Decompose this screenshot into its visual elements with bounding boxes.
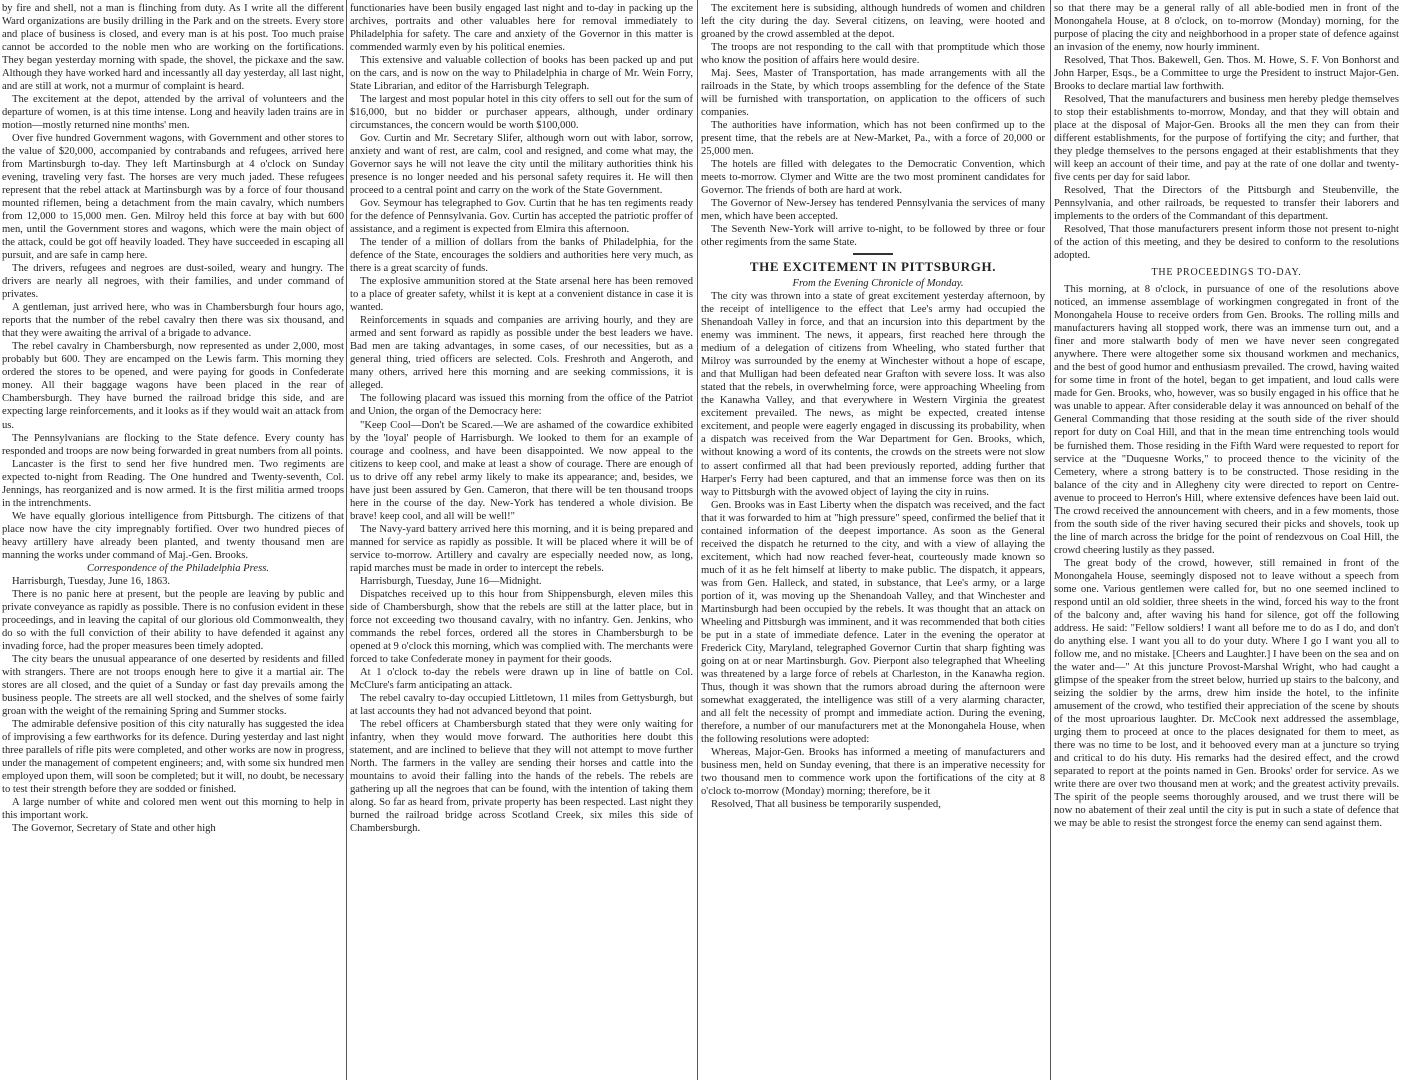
article-paragraph: by fire and shell, not a man is flinching from duty. As I write all the different Ward organizations are busily drilling in the Park and on the streets. Every store and place of business is closed, and every man is at his post. Too much praise cannot be accorded to the noble men who are working on the fortifications. They began yesterday morning with spade, the shovel, the pickaxe and the saw. Although they have worked hard and incessantly all day yesterday, all last night, and are still at work, not a murmur of complaint is heard. <box>2 3 344 93</box>
article-paragraph: The largest and most popular hotel in this city offers to sell out for the sum of $16,000, but no bidder or purchaser appears, although, under ordinary circumstances, the concern would be worth $100,000. <box>350 94 693 132</box>
article-paragraph: The great body of the crowd, however, still remained in front of the Monongahela House, seemingly disposed not to leave without a speech from some one. Various gentlemen were called for, but no one seemed inclined to respond until an old soldier, three sheets in the wind, forced his way to the front of the balcony and, after waving his hand for silence, got off the following address. He said: "Fellow soldiers! I want all before me to do as I do, and don't do anything else. I want you all to do your duty. Where I go I want you all to follow me, and no mistake. [Cheers and Laughter.] I have been on the sea and on the water and—" At this juncture Provost-Marshal Wright, who had caught a glimpse of the speaker from the street below, hurried up stairs to the balcony, and seizing the soldier by the arms, drew him inside the hotel, to the infinite amusement of the crowd, who testified their appreciation of the scene by shouts of the most uproarious laughter. Dr. McCook next addressed the assemblage, urging them to proceed at once to the places designated for them to meet, as there was no time to be lost, and it behooved every man at a juncture so trying and critical to do his duty. His remarks had the desired effect, and the crowd separated to report at the points named in Gen. Brooks' order for service. As we write there are over two thousand men at work; and the greatest activity prevails. The spirit of the people seems thoroughly aroused, and we trust there will be now no abatement of their zeal until the city is put in such a state of defence that we may be able to resist the strongest force the enemy can send against them. <box>1054 557 1399 829</box>
source-line: From the Evening Chronicle of Monday. <box>792 278 964 290</box>
article-paragraph: The tender of a million of dollars from the banks of Philadelphia, for the defence of the State, encourages the soldiers and authorities here very much, as there is a great scarcity of funds. <box>350 237 693 275</box>
column-3 <box>701 2 1045 1078</box>
article-paragraph: Gov. Seymour has telegraphed to Gov. Curtin that he has ten regiments ready for the defence of Pennsylvania. Gov. Curtin has accepted the patriotic proffer of assistance, and a regiment is expected from Elmira this afternoon. <box>350 198 693 236</box>
article-paragraph: The authorities have information, which has not been confirmed up to the present time, that the rebels are at New-Market, Pa., with a force of 20,000 or 25,000 men. <box>701 120 1045 158</box>
article-paragraph: The excitement at the depot, attended by the arrival of volunteers and the departure of women, is at this time intense. Long and heavily laden trains are in motion—mostly returned nine months' men. <box>2 94 344 132</box>
article-paragraph: Maj. Sees, Master of Transportation, has made arrangements with all the railroads in the State, by which troops assembling for the defence of the State will be furnished with transportation, on application to the officers of such companies. <box>701 68 1045 119</box>
article-headline: THE EXCITEMENT IN PITTSBURGH. <box>749 259 997 275</box>
article-paragraph: Resolved, That Thos. Bakewell, Gen. Thos. M. Howe, S. F. Von Bonhorst and John Harper, Esqs., be a Committee to urge the President to instruct Major-Gen. Brooks to declare martial law forthwith. <box>1054 55 1399 93</box>
article-paragraph: The Governor, Secretary of State and other high <box>12 822 216 834</box>
article-paragraph: This extensive and valuable collection of books has been packed up and put on the cars, and is now on the way to Philadelphia in charge of Mr. Wein Forry, State Librarian, and editor of the Harrisburgh Telegraph. <box>350 55 693 93</box>
article-paragraph: This morning, at 8 o'clock, in pursuance of one of the resolutions above noticed, an immense assemblage of workingmen congregated in front of the Monongahela House to receive orders from Gen. Brooks. The rolling mills and manufacturers having all stopped work, there was an immense turn out, and a finer and more stalwarth body of men we have never seen congregated anywhere. There were altogether some six thousand workmen and mechanics, and the best of good humor and enthusiasm prevailed. The crowd, having waited for some time in front of the hotel, began to get impatient, and loud calls were made for Gen. Brooks, who, however, was so busily engaged in his office that he was unable to appear. After considerable delay it was announced on behalf of the General Commanding that those residing at the south side of the river should report for duty on Coal Hill, and that in the mean time entrenching tools would be furnished them. Those residing in the Fifth Ward were requested to report for service at the "Duquesne Works," to proceed thence to the vicinity of the Cemetery, where a strong battery is to be constructed. Those residing in the balance of the city and in Allegheny city were directed to report on Centre-avenue to proceed to Herron's Hill, where extensive defences have been laid out. The crowd received the announcement with cheers, and in a few moments, those from the south side of the river having secured their picks and shovels, took up the line of march across the bridge for the point of rendezvous on Coal Hill, the crowd cheering lustily as they passed. <box>1054 284 1399 556</box>
column-rule <box>346 0 347 1080</box>
source-line: Correspondence of the Philadelphia Press. <box>87 562 269 574</box>
article-paragraph: Gen. Brooks was in East Liberty when the dispatch was received, and the fact that it was forwarded to him at "high pressure" speed, confirmed the belief that it contained information of the deepest importance. As soon as the General received the dispatch he returned to the city, and with a view of allaying the excitement, which had now reached fever-heat, courteously made known so much of it as he felt himself at liberty to make public. The dispatch, it appears, was from Gen. Halleck, and stated, in substance, that Lee's army, or a large portion of it, was moving up the Shenandoah Valley, and that Winchester and Martinsburgh had been occupied by the rebels. It was thought that an attack on Wheeling and Pittsburgh was imminent, and it was recommended that both cities be put in a state of immediate defence. Later in the evening the operator at Frederick City, Maryland, telegraphed Governor Curtin that sharp fighting was going on at or near Martinsburgh. Gov. Pierpont also telegraphed that Wheeling was threatened by a large force of rebels at Charleston, in the Kanawha region. Thus, though it was shown that the rumors abroad during the afternoon were somewhat exaggerated, the intelligence was still of a very alarming character, and all felt the necessity of prompt and immediate action. During the evening, therefore, a number of our manufacturers met at the Monongahela House, when the following resolutions were adopted: <box>701 499 1045 745</box>
article-paragraph: Reinforcements in squads and companies are arriving hourly, and they are armed and sent forward as rapidly as possible under the best leaders we have. Bad men are taking advantages, in some cases, of our necessities, but as a general thing, tried officers are selected. Cols. Freshroth and Angeroth, and many others, arrived here this morning and are seeking commissions, it is alleged. <box>350 315 693 392</box>
article-paragraph: Dispatches received up to this hour from Shippensburgh, eleven miles this side of Chambersburgh, show that the rebels are still at the latter place, but in force not exceeding two thousand cavalry, with no infantry. Gen. Jenkins, who commands the rebel forces, ordered all the stores in Chambersburgh to be opened at 9 o'clock this morning, which was complied with. The merchants were forced to take Confederate money in payment for their goods. <box>350 588 693 665</box>
column-rule <box>1050 0 1051 1080</box>
article-paragraph: Whereas, Major-Gen. Brooks has informed a meeting of manufacturers and business men, held on Sunday evening, that there is an imperative necessity for two thousand men to commence work upon the fortifications of the city at 8 o'clock to-morrow (Monday) morning; therefore, be it <box>701 746 1045 797</box>
column-1 <box>2 2 344 1078</box>
article-paragraph: The explosive ammunition stored at the State arsenal here has been removed to a place of greater safety, whilst it is kept at a convenient distance in case it is wanted. <box>350 276 693 314</box>
article-paragraph: The excitement here is subsiding, although hundreds of women and children left the city during the day. Several citizens, on leaving, were hooted and groaned by the crowd assembled at the depot. <box>701 3 1045 41</box>
article-paragraph: The admirable defensive position of this city naturally has suggested the idea of improvising a few earthworks for its defence. During yesterday and last night three parallels of rifle pits were completed, and other works are now in progress, under the management of competent engineers; and, with some six hundred men employed upon them, will soon be completed; but it will, no doubt, be necessary to test their strength before they are sodded or finished. <box>2 718 344 795</box>
article-paragraph: The rebel officers at Chambersburgh stated that they were only waiting for infantry, when they would move forward. The authorities here doubt this statement, and are inclined to believe that they will not attempt to move further North. The farmers in the valley are sending their horses and cattle into the mountains to avoid their falling into the hands of the rebels. The rebels are gathering up all the negroes that can be found, with the intention of taking them along. So far as heard from, private property has been respected. Last night they burned the railroad bridge across Scotland Creek, six miles this side of Chambersburgh. <box>350 718 693 834</box>
article-paragraph: A gentleman, just arrived here, who was in Chambersburgh four hours ago, reports that the number of the rebel cavalry then there was six thousand, and that they were awaiting the arrival of a brigade to advance. <box>2 302 344 340</box>
article-paragraph: There is no panic here at present, but the people are leaving by public and private conveyance as rapidly as possible. There is no confusion evident in these proceedings, and in leaving the capital of our glorious old Commonwealth, they do so with the full conviction of their ability to have defended it against any invading force, had the proper measures been timely adopted. <box>2 588 344 652</box>
article-paragraph: The rebel cavalry to-day occupied Littletown, 11 miles from Gettysburgh, but at last accounts they had not advanced beyond that point. <box>350 692 693 717</box>
article-paragraph: The drivers, refugees and negroes are dust-soiled, weary and hungry. The drivers are nearly all negroes, with their families, and under command of privates. <box>2 263 344 301</box>
column-4 <box>1054 2 1399 1078</box>
article-paragraph: We have equally glorious intelligence from Pittsburgh. The citizens of that place now have the city impregnably fortified. Over two hundred pieces of heavy artillery have already been planted, and twenty thousand men are manning the works under command of Maj.-Gen. Brooks. <box>2 510 344 561</box>
article-paragraph: The Pennsylvanians are flocking to the State defence. Every county has responded and troops are now being forwarded in great numbers from all points. <box>2 432 344 457</box>
article-paragraph: Harrisburgh, Tuesday, June 16—Midnight. <box>360 575 542 587</box>
article-paragraph: Resolved, That the manufacturers and business men hereby pledge themselves to stop their establishments to-morrow, Monday, and that they will obtain and place at the disposal of Major-Gen. Brooks all the men they can from their different establishments, for the purpose of fortifying the city; and further, that they pledge themselves to the persons engaged at their establishments that they will keep an account of their time, and pay at the rate of one dollar and twenty-five cents per day for said labor. <box>1054 94 1399 184</box>
article-paragraph: functionaries have been busily engaged last night and to-day in packing up the archives, portraits and other valuables here for removal immediately to Philadelphia for safety. The care and anxiety of the Governor in this matter is commended warmly even by his political enemies. <box>350 3 693 54</box>
article-paragraph: The following placard was issued this morning from the office of the Patriot and Union, the organ of the Democracy here: <box>350 393 693 418</box>
article-paragraph: The hotels are filled with delegates to the Democratic Convention, which meets to-morrow. Clymer and Witte are the two most prominent candidates for Governor. The friends of both are hard at work. <box>701 159 1045 197</box>
column-2 <box>350 2 693 1078</box>
article-paragraph: Lancaster is the first to send her five hundred men. Two regiments are expected to-night from Reading. The One hundred and Twenty-seventh, Col. Jennings, has reorganized and is now armed. It is the first militia armed troops in the intrenchments. <box>2 458 344 509</box>
article-paragraph: The Governor of New-Jersey has tendered Pennsylvania the services of many men, which have been accepted. <box>701 198 1045 223</box>
article-paragraph: Resolved, That all business be temporarily suspended, <box>711 798 941 810</box>
article-paragraph: A large number of white and colored men went out this morning to help in this important work. <box>2 796 344 821</box>
article-paragraph: Resolved, That those manufacturers present inform those not present to-night of the action of this meeting, and they be desired to conform to the resolutions adopted. <box>1054 224 1399 262</box>
article-paragraph: The troops are not responding to the call with that promptitude which those who know the position of affairs here would desire. <box>701 42 1045 67</box>
article-paragraph: so that there may be a general rally of all able-bodied men in front of the Monongahela House, at 8 o'clock, on to-morrow (Monday) morning, for the purpose of placing the city and neighborhood in a proper state of defence against an invasion of the enemy, now hourly imminent. <box>1054 3 1399 54</box>
section-divider <box>853 253 893 255</box>
article-paragraph: Harrisburgh, Tuesday, June 16, 1863. <box>12 575 171 587</box>
article-paragraph: Over five hundred Government wagons, with Government and other stores to the value of $20,000, accompanied by contrabands and refugees, arrived here from Martinsburgh to-day. They left Martinsburgh at 4 o'clock on Sunday evening, traveling very fast. The horses are very much jaded. These refugees represent that the rebel attack at Martinsburgh was by a force of four thousand mounted riflemen, being a detachment from the main cavalry, which numbers from 12,000 to 15,000 men. Gen. Milroy held this force at bay with but 600 men, until the Government stores and wagons, which were the main object of the attack, could be got off heavily loaded. They have succeeded in escaping all pursuit, and are safe in camp here. <box>2 133 344 262</box>
article-paragraph: The Navy-yard battery arrived here this morning, and it is being prepared and manned for service as rapidly as possible. It will be placed where it will be of service to-morrow. Artillery and cavalry are especially needed now, as long, rapid marches must be made in order to intercept the rebels. <box>350 523 693 574</box>
article-paragraph: Gov. Curtin and Mr. Secretary Slifer, although worn out with labor, sorrow, anxiety and want of rest, are calm, cool and resigned, and come what may, the Governor says he will not leave the city until the military authorities think his presence is no longer needed and his personal safety requires it. He will then proceed to a central point and carry on the work of the State Government. <box>350 133 693 197</box>
article-paragraph: The city bears the unusual appearance of one deserted by residents and filled with strangers. There are not troops enough here to give it a martial air. The stores are all closed, and the quiet of a Sunday or fast day prevails among the business people. The streets are all well stocked, and the shelves of some fairly groan with the weight of the remaining Spring and Summer stocks. <box>2 653 344 717</box>
article-paragraph: The rebel cavalry in Chambersburgh, now represented as under 2,000, most probably but 600. They are encamped on the Lewis farm. This morning they ordered the stores to be opened, and were paying for goods in Confederate money. All their baggage wagons have been placed in the rear of Chambersburgh. They have burned the railroad bridge this side, and are expecting large reinforcements, and it looks as if they would wait an attack from us. <box>2 341 344 431</box>
article-paragraph: Resolved, That the Directors of the Pittsburgh and Steubenville, the Pennsylvania, and other railroads, be requested to transfer their laborers and implements to the orders of the Commandant of this department. <box>1054 185 1399 223</box>
article-paragraph: The Seventh New-York will arrive to-night, to be followed by three or four other regiments from the same State. <box>701 224 1045 249</box>
section-subheading: THE PROCEEDINGS TO-DAY. <box>1151 267 1302 279</box>
article-paragraph: "Keep Cool—Don't be Scared.—We are ashamed of the cowardice exhibited by the 'loyal' people of Harrisburgh. We looked to them for an example of courage and coolness, and have been disappointed. We now appeal to the citizens to keep cool, and make at least a show of courage. There are enough of us to drive off any rebel army likely to make its appearance; and, besides, we have just been assured by Gen. Cameron, that there will be ten thousand troops here in the course of the day. New-York has tendered a whole division. Be brave! keep cool, and all will be well!" <box>350 419 693 522</box>
article-paragraph: At 1 o'clock to-day the rebels were drawn up in line of battle on Col. McClure's farm anticipating an attack. <box>350 666 693 691</box>
column-rule <box>697 0 698 1080</box>
article-paragraph: The city was thrown into a state of great excitement yesterday afternoon, by the receipt of intelligence to the effect that Lee's army had occupied the Shenandoah Valley in force, and that an incursion into this department by the enemy was imminent. The news, it appears, first reached here through the medium of a delegation of citizens from Wheeling, who stated further that Milroy was surrounded by the enemy at Winchester without a hope of escape, and that Mulligan had been defeated near Grafton with severe loss. It was also stated that the rebels, in overwhelming force, were approaching Wheeling from the Kanawha Valley, and that everywhere in Western Virginia the greatest excitement prevailed. The news, as might be expected, created intense excitement, and people were eagerly engaged in discussing its probability, when a dispatch was received from the War Department for Gen. Brooks, which, without knowing a word of its contents, the crowds on the streets were not slow to assert confirmed all that had been previously reported, adding further that Harper's Ferry had been captured, and that an immense force was then on its way to Pittsburgh with the avowed object of laying the city in ruins. <box>701 291 1045 498</box>
